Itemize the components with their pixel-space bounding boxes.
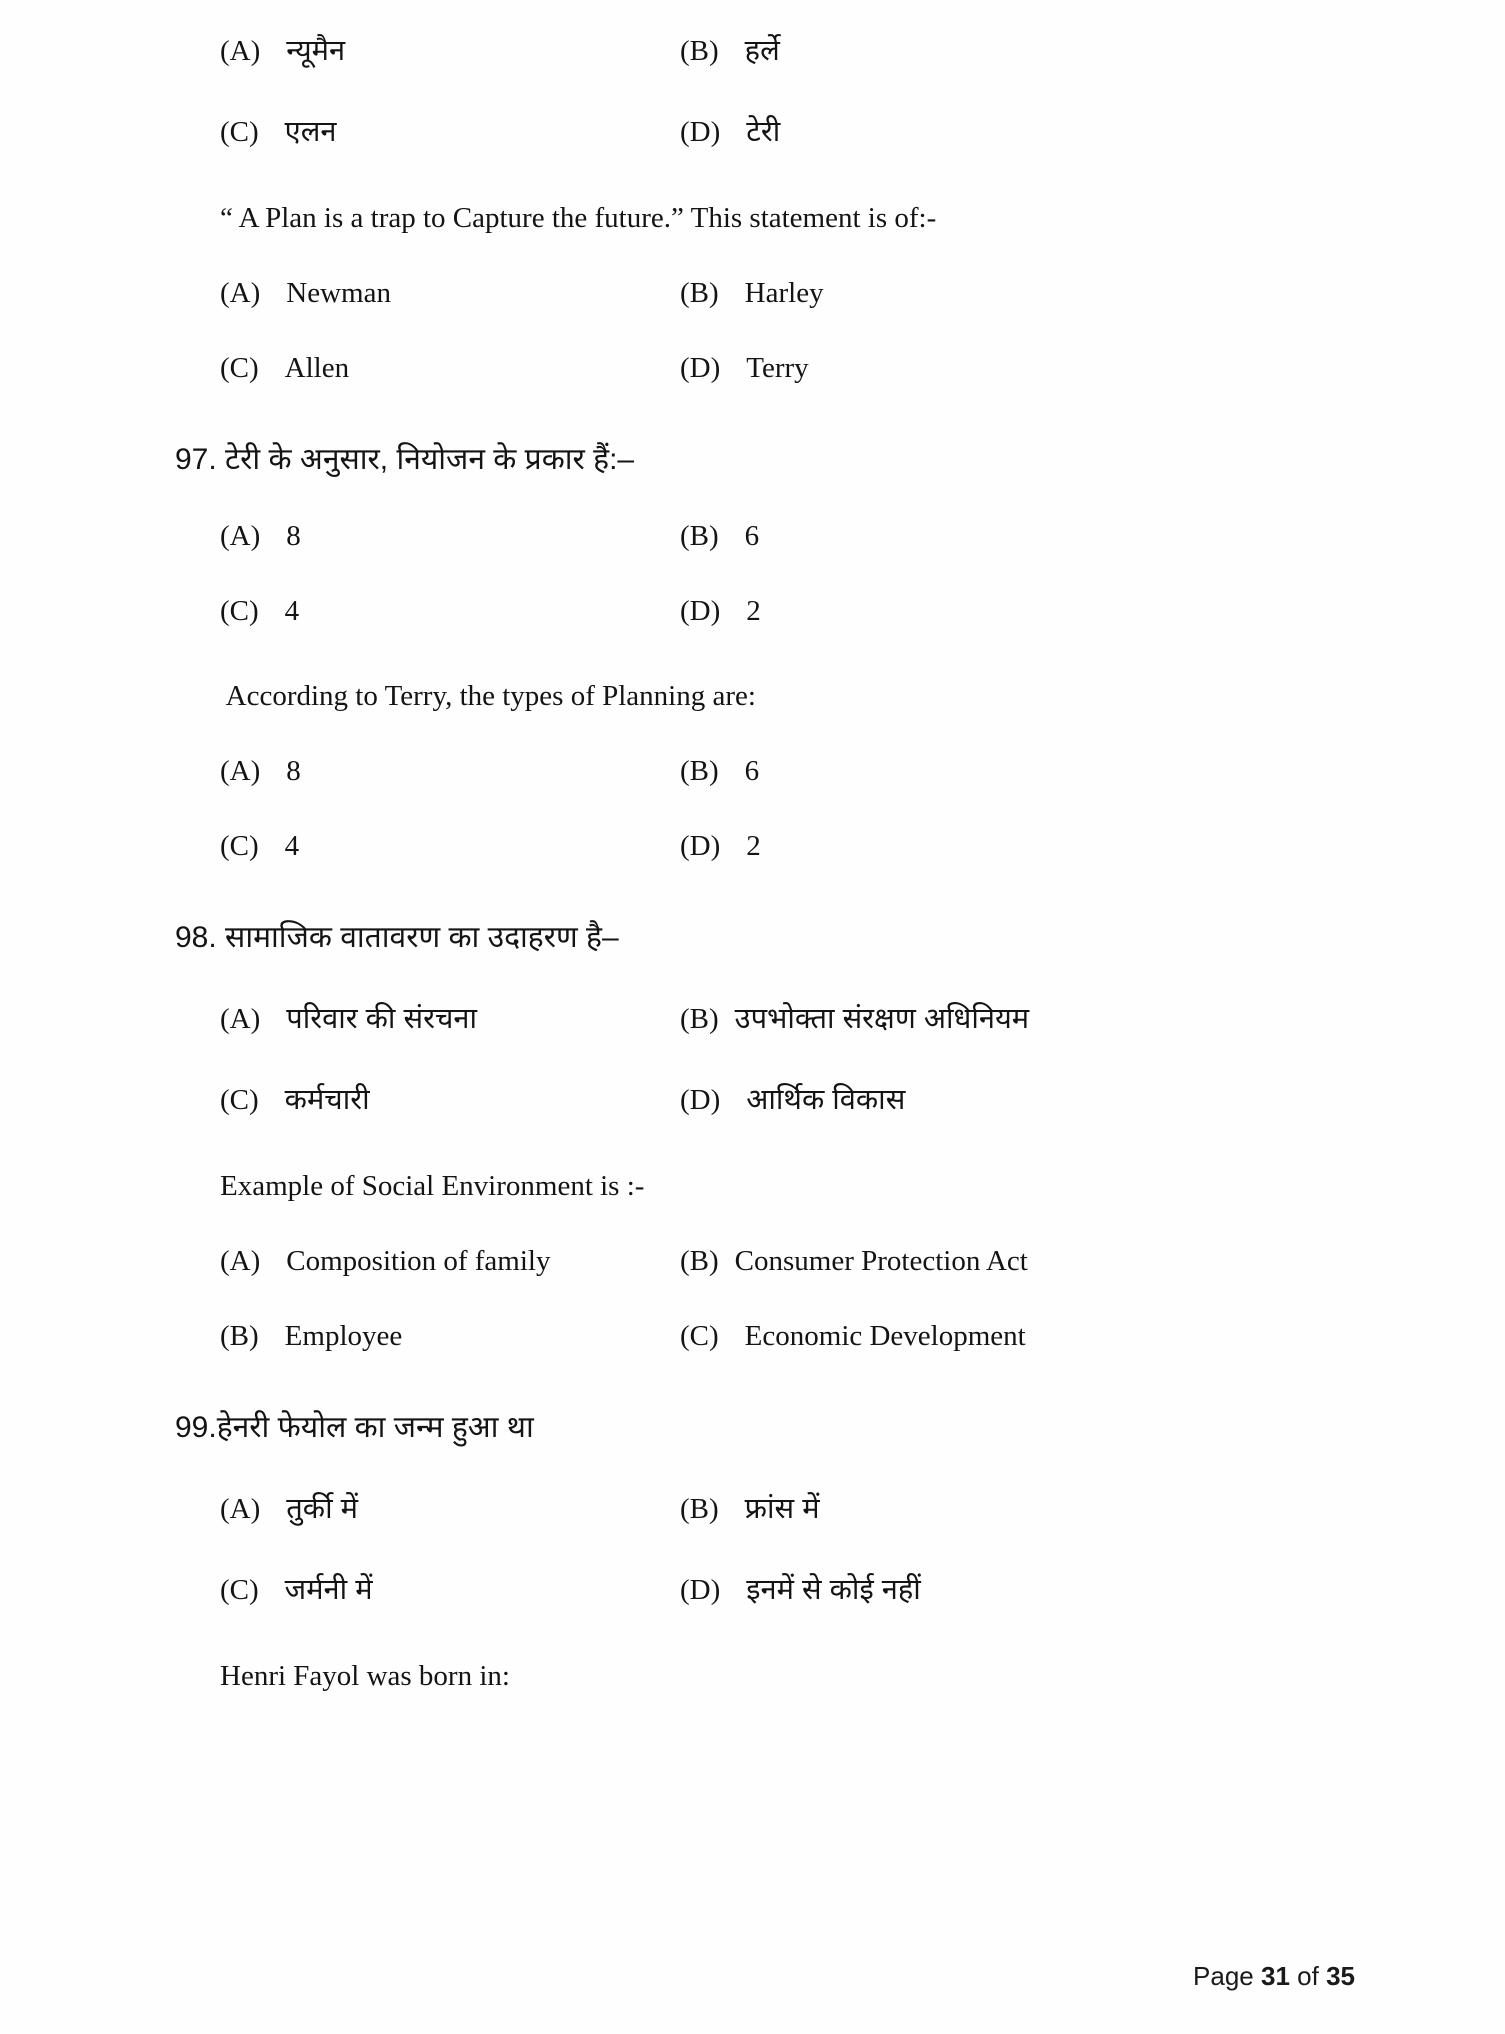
option-label: (C) [220,830,259,862]
option-c[interactable] [220,595,680,628]
spacer [175,1037,1315,1079]
option-label: (D) [680,595,721,627]
option-text: 4 [284,595,300,627]
footer-page-number: 31 [1261,1961,1290,1991]
option-row [220,1079,1360,1118]
option-label: (B) [680,277,719,309]
question-stem-hindi-q98: 98. सामाजिक वातावरण का उदाहरण है– [175,921,619,954]
option-label: (D) [680,352,721,384]
option-d[interactable] [680,595,1360,628]
option-text: Newman [286,277,391,309]
spacer [175,1446,1315,1488]
option-text: 4 [284,830,300,862]
option-d[interactable] [680,352,1360,385]
spacer [175,1353,1315,1405]
option-d[interactable] [680,111,1360,150]
option-group-q98-hindi [175,998,1315,1118]
spacer [175,628,1315,680]
option-label: (C) [220,1084,259,1116]
option-label: (B) [680,520,719,552]
option-text: आर्थिक विकास [746,1084,906,1116]
option-label: (B) [220,1320,259,1352]
option-b[interactable] [680,520,1360,553]
question-stem-english-q96: “ A Plan is a trap to Capture the future.” This statement is of:- [220,202,937,234]
option-group-q96-hindi [175,30,1315,150]
option-text: 8 [286,755,301,787]
spacer [175,310,1315,352]
option-text: कर्मचारी [284,1084,370,1116]
option-row [220,998,1360,1037]
option-label: (C) [220,116,259,148]
option-b[interactable] [680,277,1360,310]
option-c[interactable] [220,830,680,863]
spacer [175,1118,1315,1170]
option-b[interactable] [680,1245,1360,1278]
option-label: (C) [220,1574,259,1606]
option-c[interactable] [220,1079,680,1118]
footer-middle: of [1297,1961,1319,1991]
option-a[interactable] [220,755,680,788]
footer-prefix: Page [1193,1961,1254,1991]
spacer [175,385,1315,437]
spacer [175,956,1315,998]
option-c[interactable] [220,352,680,385]
option-label: (B) [680,1003,719,1035]
option-row [220,111,1360,150]
question-stem-english-q99: Henri Fayol was born in: [220,1660,510,1692]
option-text: Employee [284,1320,403,1352]
option-text: 8 [286,520,301,552]
option-group-q99-hindi [175,1488,1315,1608]
option-text: Harley [744,277,824,309]
option-text: Consumer Protection Act [734,1245,1028,1277]
option-text: टेरी [746,116,781,148]
option-row [220,277,1360,310]
option-d[interactable] [680,1569,1360,1608]
option-b[interactable] [680,998,1360,1037]
question-stem-english-q98: Example of Social Environment is :- [220,1170,645,1202]
option-label: (D) [680,830,721,862]
option-row [220,595,1360,628]
option-c[interactable] [220,1569,680,1608]
option-label: (C) [220,595,259,627]
option-row [220,830,1360,863]
option-label: (B) [680,1493,719,1525]
option-row [220,1569,1360,1608]
option-c[interactable] [220,111,680,150]
option-b[interactable] [680,1488,1360,1527]
option-text: Terry [746,352,809,384]
option-label: (B) [680,1245,719,1277]
spacer [175,788,1315,830]
option-text: फ्रांस में [744,1493,820,1525]
spacer [175,1608,1315,1660]
option-label: (D) [680,1084,721,1116]
spacer [175,553,1315,595]
spacer [175,235,1315,277]
page-content [175,30,1315,1693]
option-label: (A) [220,1245,261,1277]
option-a[interactable] [220,30,680,69]
option-row [220,755,1360,788]
option-text: 2 [746,595,761,627]
option-label: (C) [220,352,259,384]
option-label: (C) [680,1320,719,1352]
option-row [220,1245,1360,1278]
option-text: इनमें से कोई नहीं [746,1574,921,1606]
option-group-q96-english [175,277,1315,385]
question-stem-hindi-q97: 97. टेरी के अनुसार, नियोजन के प्रकार हैं:– [175,443,635,476]
option-label: (D) [680,1574,721,1606]
option-text: 6 [744,520,760,552]
option-group-q97-hindi [175,520,1315,628]
option-text: हर्ले [744,35,780,67]
option-group-q97-english [175,755,1315,863]
option-a[interactable] [220,1488,680,1527]
option-text: 2 [746,830,761,862]
option-text: उपभोक्ता संरक्षण अधिनियम [734,1003,1030,1035]
option-text: Composition of family [286,1245,551,1277]
option-d[interactable] [680,830,1360,863]
spacer [175,1278,1315,1320]
option-text: एलन [284,116,337,148]
option-label: (A) [220,35,261,67]
spacer [175,150,1315,202]
option-b[interactable] [680,755,1360,788]
question-stem-hindi-q99: 99.हेनरी फेयोल का जन्म हुआ था [175,1411,534,1444]
option-row [220,30,1360,69]
option-group-q98-english [175,1245,1315,1353]
option-row [220,520,1360,553]
option-label: (B) [680,755,719,787]
option-c[interactable] [680,1320,1360,1353]
footer-total-pages: 35 [1326,1961,1355,1991]
option-label: (A) [220,1003,261,1035]
option-label: (A) [220,1493,261,1525]
option-a[interactable] [220,998,680,1037]
option-text: तुर्की में [286,1493,358,1525]
spacer [175,863,1315,915]
question-stem-english-q97: According to Terry, the types of Planning are: [220,680,756,712]
option-label: (A) [220,520,261,552]
spacer [175,1527,1315,1569]
option-a[interactable] [220,520,680,553]
spacer [175,478,1315,520]
spacer [175,713,1315,755]
option-a[interactable] [220,277,680,310]
option-a[interactable] [220,1245,680,1278]
option-b-duplicate[interactable] [220,1320,680,1353]
option-text: न्यूमैन [286,35,346,67]
option-d[interactable] [680,1079,1360,1118]
option-row [220,352,1360,385]
option-text: परिवार की संरचना [286,1003,477,1035]
option-label: (A) [220,755,261,787]
option-text: जर्मनी में [284,1574,373,1606]
option-b[interactable] [680,30,1360,69]
page-footer [1193,1961,1355,1992]
option-text: Economic Development [744,1320,1026,1352]
option-label: (D) [680,116,721,148]
option-row [220,1320,1360,1353]
spacer [175,69,1315,111]
option-text: Allen [284,352,350,384]
option-label: (B) [680,35,719,67]
option-text: 6 [744,755,760,787]
option-row [220,1488,1360,1527]
option-label: (A) [220,277,261,309]
spacer [175,1203,1315,1245]
